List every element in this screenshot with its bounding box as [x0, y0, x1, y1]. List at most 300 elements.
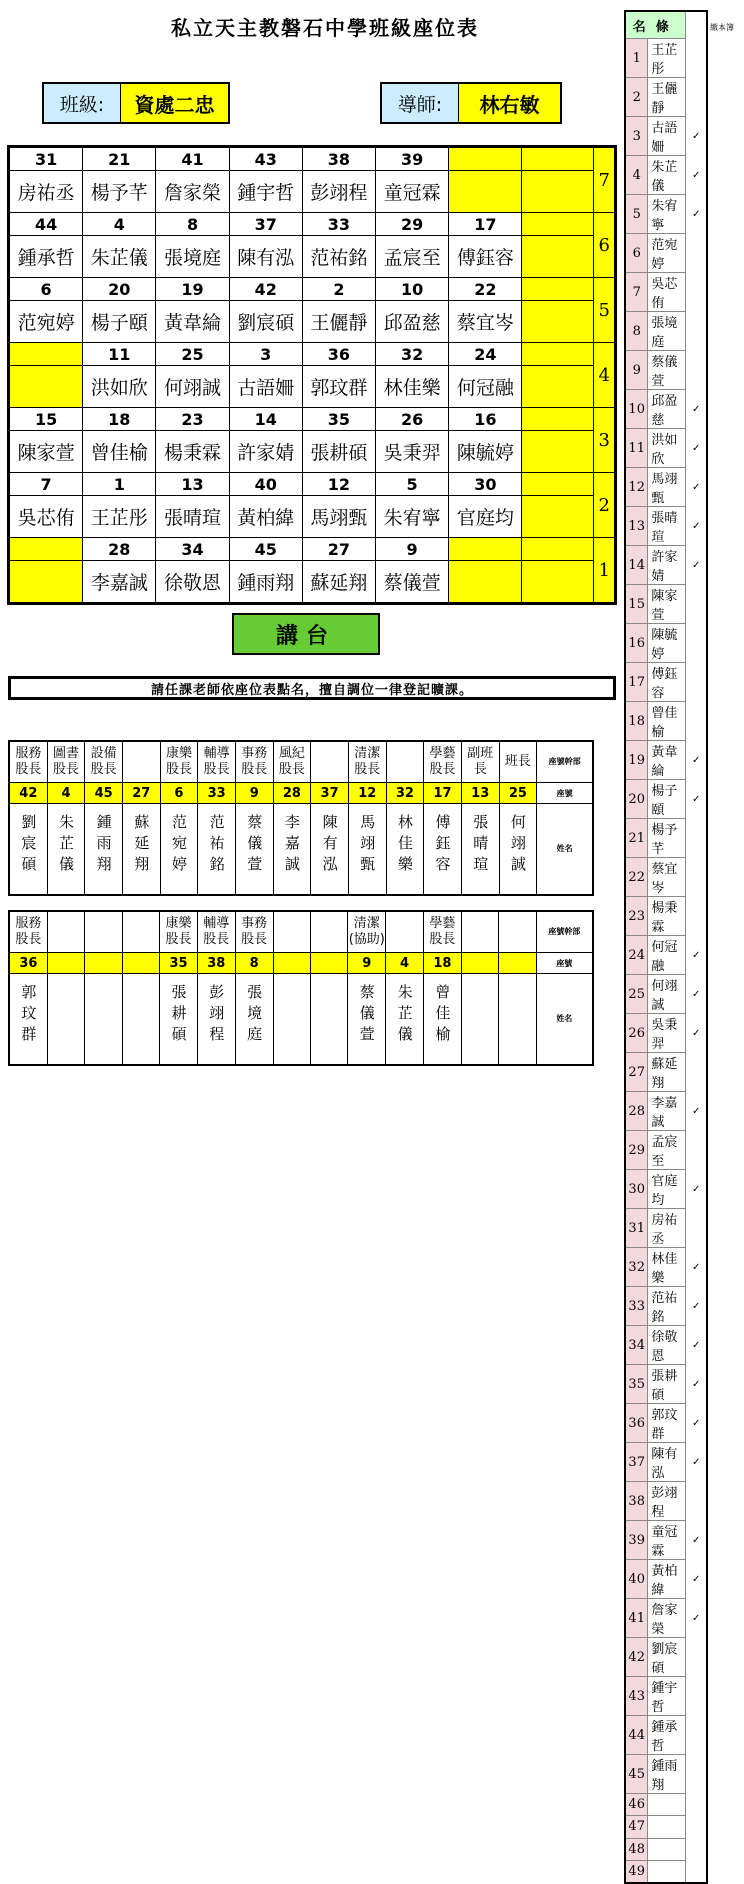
roster-number: 4: [625, 156, 648, 195]
seat-row-names: [9, 431, 616, 473]
cadre-role: [310, 911, 347, 953]
cadre-seat-number: 27: [122, 783, 160, 804]
roster-row: [625, 1326, 707, 1365]
roster-name: 黃韋綸: [648, 741, 686, 780]
roster-number: 13: [625, 507, 648, 546]
cadre-name-text: 蘇延翔: [132, 814, 151, 877]
roster-number: 24: [625, 936, 648, 975]
seat-number: 23: [156, 408, 229, 431]
cadre-role: [85, 911, 122, 953]
roster-row: [625, 1053, 707, 1092]
roster-name: 陳有泓: [648, 1443, 686, 1482]
roster-check: ✓: [692, 1300, 701, 1312]
cadre-seat-number: 9: [235, 783, 273, 804]
roster-row: [625, 1860, 707, 1883]
cadre-name: [536, 974, 593, 1066]
seat-name: 詹家榮: [156, 171, 229, 213]
seat-name: 邱盈慈: [376, 301, 449, 343]
cadre-seat-number: 6: [160, 783, 198, 804]
roster-name: 楊予芊: [648, 819, 686, 858]
cadre-name-text: 何翊誠: [508, 814, 527, 877]
roster-name: 陳家萱: [648, 585, 686, 624]
cadre-role: 輔導股長: [198, 741, 236, 783]
roster-row: [625, 1287, 707, 1326]
roster-row: [625, 1404, 707, 1443]
cadre-name: [273, 804, 311, 896]
roster-row: [625, 195, 707, 234]
cadre-name-text: 朱芷儀: [395, 984, 414, 1047]
roster-name: 孟宸至: [648, 1131, 686, 1170]
roster-number: 46: [625, 1794, 648, 1816]
cadre-seat-number: 17: [424, 783, 462, 804]
cadre-name: [499, 974, 536, 1066]
teacher-box: [380, 82, 562, 124]
roster-check: [686, 897, 707, 936]
cadre-role: [386, 741, 424, 783]
roster-number: 41: [625, 1599, 648, 1638]
roster-name: 張晴瑄: [648, 507, 686, 546]
cadre-seat-number: 33: [198, 783, 236, 804]
cadre-name-row: [9, 804, 593, 896]
seat-name: 洪如欣: [83, 366, 156, 408]
cadre-role: 風紀股長: [273, 741, 311, 783]
cadre-seat-number: [47, 953, 84, 974]
roster-row: [625, 273, 707, 312]
seat-name: 黃韋綸: [156, 301, 229, 343]
seat-number: 37: [229, 213, 302, 236]
seat-name: [522, 301, 594, 343]
roster-check: ✓: [692, 949, 701, 961]
seat-number: [449, 538, 522, 561]
roster-name: 林佳樂: [648, 1248, 686, 1287]
seat-number: 27: [302, 538, 375, 561]
seat-name: 許家婧: [229, 431, 302, 473]
roster-check: [686, 78, 707, 117]
cadre-table-1: [8, 740, 594, 896]
row-number: 1: [594, 538, 616, 604]
cadre-name-text: 馬翊甄: [358, 814, 377, 877]
roster-check: ✓: [692, 1261, 701, 1273]
cadre-name: [537, 804, 593, 896]
teacher-value: 林右敏: [459, 84, 560, 122]
roster-side-label: 繳本簿: [710, 23, 734, 32]
roster-row: [625, 1755, 707, 1794]
roster-check: [686, 624, 707, 663]
roster-number: 16: [625, 624, 648, 663]
roster-number: 27: [625, 1053, 648, 1092]
roster-row: [625, 897, 707, 936]
seat-name: 王芷彤: [83, 496, 156, 538]
seat-name: 楊秉霖: [156, 431, 229, 473]
cadre-name: [160, 974, 198, 1066]
seat-number: 2: [302, 278, 375, 301]
class-label: 班級:: [44, 84, 121, 122]
cadre-number-row: [9, 783, 593, 804]
roster-check: [686, 312, 707, 351]
cadre-name: [47, 804, 85, 896]
roster-check: ✓: [692, 1534, 701, 1546]
cadre-seat-number: 9: [348, 953, 386, 974]
row-number: 4: [594, 343, 616, 408]
roster-number: 29: [625, 1131, 648, 1170]
seat-name: 鍾承哲: [9, 236, 83, 278]
seat-name: 彭翊程: [302, 171, 375, 213]
cadre-role: 班長: [499, 741, 537, 783]
roster-name: 朱芷儀: [648, 156, 686, 195]
roster-row: [625, 468, 707, 507]
roster-row: [625, 1443, 707, 1482]
seat-name: 陳家萱: [9, 431, 83, 473]
seat-name: 吳芯侑: [9, 496, 83, 538]
roster-name: 官庭均: [648, 1170, 686, 1209]
roster-number: 12: [625, 468, 648, 507]
roster-name: 蔡宜岑: [648, 858, 686, 897]
roster-check: [686, 1638, 707, 1677]
roster-check: [686, 1131, 707, 1170]
roster-number: 6: [625, 234, 648, 273]
seat-number: 41: [156, 147, 229, 171]
cadre-role: 康樂股長: [160, 911, 198, 953]
roster-check: ✓: [692, 793, 701, 805]
roster-check: ✓: [692, 1378, 701, 1390]
roster-check: [686, 1053, 707, 1092]
roster-number: 31: [625, 1209, 648, 1248]
seat-number: [9, 343, 83, 366]
cadre-name-text: 張耕碩: [169, 984, 188, 1047]
seat-name: 范宛婷: [9, 301, 83, 343]
row-number: 2: [594, 473, 616, 538]
roster-number: 19: [625, 741, 648, 780]
roster-name: 郭玟群: [648, 1404, 686, 1443]
seat-number: 32: [376, 343, 449, 366]
roster-row: [625, 1209, 707, 1248]
cadre-name-text: 陳有泓: [320, 814, 339, 877]
roster-check: ✓: [692, 559, 701, 571]
cadre-name: [198, 804, 236, 896]
roster-row: [625, 702, 707, 741]
cadre-name: [311, 804, 349, 896]
seat-number: [522, 408, 594, 431]
roster-header: [625, 11, 707, 39]
cadre-name-text: 范祐銘: [207, 814, 226, 877]
cadre-name-text: 傅鈺容: [433, 814, 452, 877]
roster-name: 邱盈慈: [648, 390, 686, 429]
cadre-name: [122, 804, 160, 896]
roster-row: [625, 1816, 707, 1838]
roster-number: 30: [625, 1170, 648, 1209]
cadre-name-text: 李嘉誠: [282, 814, 301, 877]
cadre-table-2: [8, 910, 594, 1066]
cadre-name: [386, 974, 424, 1066]
seat-row-numbers: [9, 538, 616, 561]
roster-name: 傅鈺容: [648, 663, 686, 702]
roster-number: 1: [625, 39, 648, 78]
roster-name: 洪如欣: [648, 429, 686, 468]
seat-name: [449, 561, 522, 604]
seat-name: 王儷靜: [302, 301, 375, 343]
seat-number: 8: [156, 213, 229, 236]
cadre-seat-number: [122, 953, 159, 974]
roster-number: 49: [625, 1860, 648, 1883]
seat-number: [9, 538, 83, 561]
roster-row: [625, 156, 707, 195]
roster-name: 蘇延翔: [648, 1053, 686, 1092]
roster-number: 35: [625, 1365, 648, 1404]
cadre-role: 服務股長: [9, 741, 47, 783]
seat-name: 李嘉誠: [83, 561, 156, 604]
seat-name: 徐敬恩: [156, 561, 229, 604]
seat-name: [522, 236, 594, 278]
roster-row: [625, 1014, 707, 1053]
roster-check: ✓: [692, 169, 701, 181]
cadre-role: [386, 911, 424, 953]
cadre-name: [122, 974, 159, 1066]
page-title: 私立天主教磐石中學班級座位表: [171, 16, 479, 40]
roster-name: 王芷彤: [648, 39, 686, 78]
seat-row-numbers: [9, 473, 616, 496]
cadre-seat-number: [273, 953, 310, 974]
seat-name: 官庭均: [449, 496, 522, 538]
seat-name: [522, 366, 594, 408]
seat-name: [522, 561, 594, 604]
seat-name: 黃柏緯: [229, 496, 302, 538]
cadre-header-row: [9, 741, 593, 783]
roster-check: ✓: [692, 988, 701, 1000]
cadre-role: 事務股長: [235, 911, 273, 953]
seat-number: 43: [229, 147, 302, 171]
cadre-name: [348, 804, 386, 896]
seat-number: 16: [449, 408, 522, 431]
cadre-name-text: 蔡儀萱: [245, 814, 264, 877]
seat-number: 30: [449, 473, 522, 496]
cadre-name: [235, 974, 273, 1066]
cadre-name: [461, 804, 499, 896]
seat-name: 鍾雨翔: [229, 561, 302, 604]
podium: 講台: [232, 613, 380, 655]
roster-number: 36: [625, 1404, 648, 1443]
cadre-seat-number: 8: [235, 953, 273, 974]
cadre-name-text: 鍾雨翔: [94, 814, 113, 877]
roster-number: 42: [625, 1638, 648, 1677]
roster-check: [686, 663, 707, 702]
roster-check: [686, 702, 707, 741]
cadre-seat-number: 42: [9, 783, 47, 804]
roster-check: ✓: [692, 1612, 701, 1624]
seat-number: 26: [376, 408, 449, 431]
seat-number: [449, 147, 522, 171]
cadre-role: 清潔(協助): [348, 911, 386, 953]
roster-number: 37: [625, 1443, 648, 1482]
roster-row: [625, 663, 707, 702]
seat-name: 蔡儀萱: [376, 561, 449, 604]
cadre-name: [386, 804, 424, 896]
cadre-seat-number: 37: [311, 783, 349, 804]
roster-row: [625, 1716, 707, 1755]
roster-number: 5: [625, 195, 648, 234]
roster-number: 25: [625, 975, 648, 1014]
cadre-role: 服務股長: [9, 911, 47, 953]
cadre-role: 學藝股長: [423, 911, 461, 953]
seat-name: 蘇延翔: [302, 561, 375, 604]
roster-number: 10: [625, 390, 648, 429]
seat-number: 20: [83, 278, 156, 301]
seat-name: 蔡宜岑: [449, 301, 522, 343]
cadre-role: 座號幹部: [536, 911, 593, 953]
roster-check: [686, 39, 707, 78]
cadre-name: [9, 804, 47, 896]
cadre-number-row: [9, 953, 593, 974]
roster-row: [625, 429, 707, 468]
roster-name: 李嘉誠: [648, 1092, 686, 1131]
roster-name: 鍾雨翔: [648, 1755, 686, 1794]
roster-row: [625, 1521, 707, 1560]
seat-row-numbers: [9, 147, 616, 171]
cadre-name-text: 彭翊程: [207, 984, 226, 1047]
roster-number: 40: [625, 1560, 648, 1599]
roster-row: [625, 1170, 707, 1209]
roster-name: 楊子頤: [648, 780, 686, 819]
seat-number: 31: [9, 147, 83, 171]
roster-row: [625, 117, 707, 156]
seat-number: 3: [229, 343, 302, 366]
seat-row-names: [9, 561, 616, 604]
roster-name: 童冠霖: [648, 1521, 686, 1560]
seat-number: 36: [302, 343, 375, 366]
cadre-name: [85, 804, 123, 896]
seat-row-names: [9, 236, 616, 278]
seat-name: 朱芷儀: [83, 236, 156, 278]
roster-number: 22: [625, 858, 648, 897]
seat-number: 24: [449, 343, 522, 366]
roster-row: [625, 585, 707, 624]
roster-row: [625, 351, 707, 390]
roster-name: [648, 1838, 686, 1860]
roster-check: [686, 1860, 707, 1883]
seat-number: 4: [83, 213, 156, 236]
seat-name: 陳毓婷: [449, 431, 522, 473]
cadre-role: [461, 911, 498, 953]
seat-number: 6: [9, 278, 83, 301]
roster-check: [686, 1677, 707, 1716]
roster-number: 45: [625, 1755, 648, 1794]
roster-check: [686, 351, 707, 390]
seat-row-names: [9, 171, 616, 213]
roster-check: [686, 1209, 707, 1248]
cadre-seat-number: 座號: [537, 783, 593, 804]
cadre-role: [122, 911, 159, 953]
roster-name: 詹家榮: [648, 1599, 686, 1638]
roster-name: 房祐丞: [648, 1209, 686, 1248]
cadre-name: [235, 804, 273, 896]
class-box: [42, 82, 230, 124]
roster-check: ✓: [692, 130, 701, 142]
seat-number: 5: [376, 473, 449, 496]
seat-row-names: [9, 496, 616, 538]
cadre-role: [499, 911, 536, 953]
seat-name: 劉宸碩: [229, 301, 302, 343]
seat-name: 何翊誠: [156, 366, 229, 408]
seat-name: [449, 171, 522, 213]
cadre-seat-number: 38: [197, 953, 235, 974]
roster-number: 14: [625, 546, 648, 585]
seat-number: 14: [229, 408, 302, 431]
roster-row: [625, 858, 707, 897]
seat-number: 40: [229, 473, 302, 496]
roster-number: 33: [625, 1287, 648, 1326]
roster-check: ✓: [692, 403, 701, 415]
roster-row: [625, 39, 707, 78]
cadre-name-text: 姓名: [556, 844, 573, 853]
seat-number: 29: [376, 213, 449, 236]
roster-name: 彭翊程: [648, 1482, 686, 1521]
roster-row: [625, 312, 707, 351]
seat-number: 15: [9, 408, 83, 431]
cadre-name-text: 曾佳榆: [433, 984, 452, 1047]
roster-name: 徐敬恩: [648, 1326, 686, 1365]
seat-name: [522, 431, 594, 473]
roster-check: ✓: [692, 1573, 701, 1585]
seat-number: 12: [302, 473, 375, 496]
roster-check: [686, 234, 707, 273]
roster-number: 44: [625, 1716, 648, 1755]
roster-row: [625, 1838, 707, 1860]
roster-check: [686, 1755, 707, 1794]
seat-row-names: [9, 366, 616, 408]
cadre-role: [47, 911, 84, 953]
roster-check: ✓: [692, 520, 701, 532]
cadre-name-text: 朱芷儀: [56, 814, 75, 877]
seat-number: 9: [376, 538, 449, 561]
roster-row: [625, 741, 707, 780]
cadre-seat-number: 4: [47, 783, 85, 804]
roster-check: ✓: [692, 208, 701, 220]
seat-number: 44: [9, 213, 83, 236]
roster-name: 馬翊甄: [648, 468, 686, 507]
roster-check: ✓: [692, 481, 701, 493]
seat-name: 吳秉羿: [376, 431, 449, 473]
roster-name: 曾佳榆: [648, 702, 686, 741]
cadre-name: [310, 974, 347, 1066]
row-number: 6: [594, 213, 616, 278]
roster-row: [625, 1092, 707, 1131]
seat-number: 34: [156, 538, 229, 561]
roster-number: 3: [625, 117, 648, 156]
cadre-name: [423, 974, 461, 1066]
seat-name: 鍾宇哲: [229, 171, 302, 213]
roster-row: [625, 546, 707, 585]
cadre-header-row: [9, 911, 593, 953]
roster-name: 鍾宇哲: [648, 1677, 686, 1716]
seat-name: 曾佳榆: [83, 431, 156, 473]
cadre-role: 副班長: [461, 741, 499, 783]
roster-number: 38: [625, 1482, 648, 1521]
roster-check: [686, 858, 707, 897]
seat-number: [522, 213, 594, 236]
roster-name: 朱宥寧: [648, 195, 686, 234]
roster-check: [686, 1838, 707, 1860]
seat-name: [522, 496, 594, 538]
seat-number: 45: [229, 538, 302, 561]
roster-name: 蔡儀萱: [648, 351, 686, 390]
roster-check: ✓: [692, 1339, 701, 1351]
roster-row: [625, 1482, 707, 1521]
seat-name: 楊子頤: [83, 301, 156, 343]
roster-name: 范祐銘: [648, 1287, 686, 1326]
roster-name: 吳芯侑: [648, 273, 686, 312]
roster-check: [686, 819, 707, 858]
cadre-role: 座號幹部: [537, 741, 593, 783]
seat-number: 7: [9, 473, 83, 496]
